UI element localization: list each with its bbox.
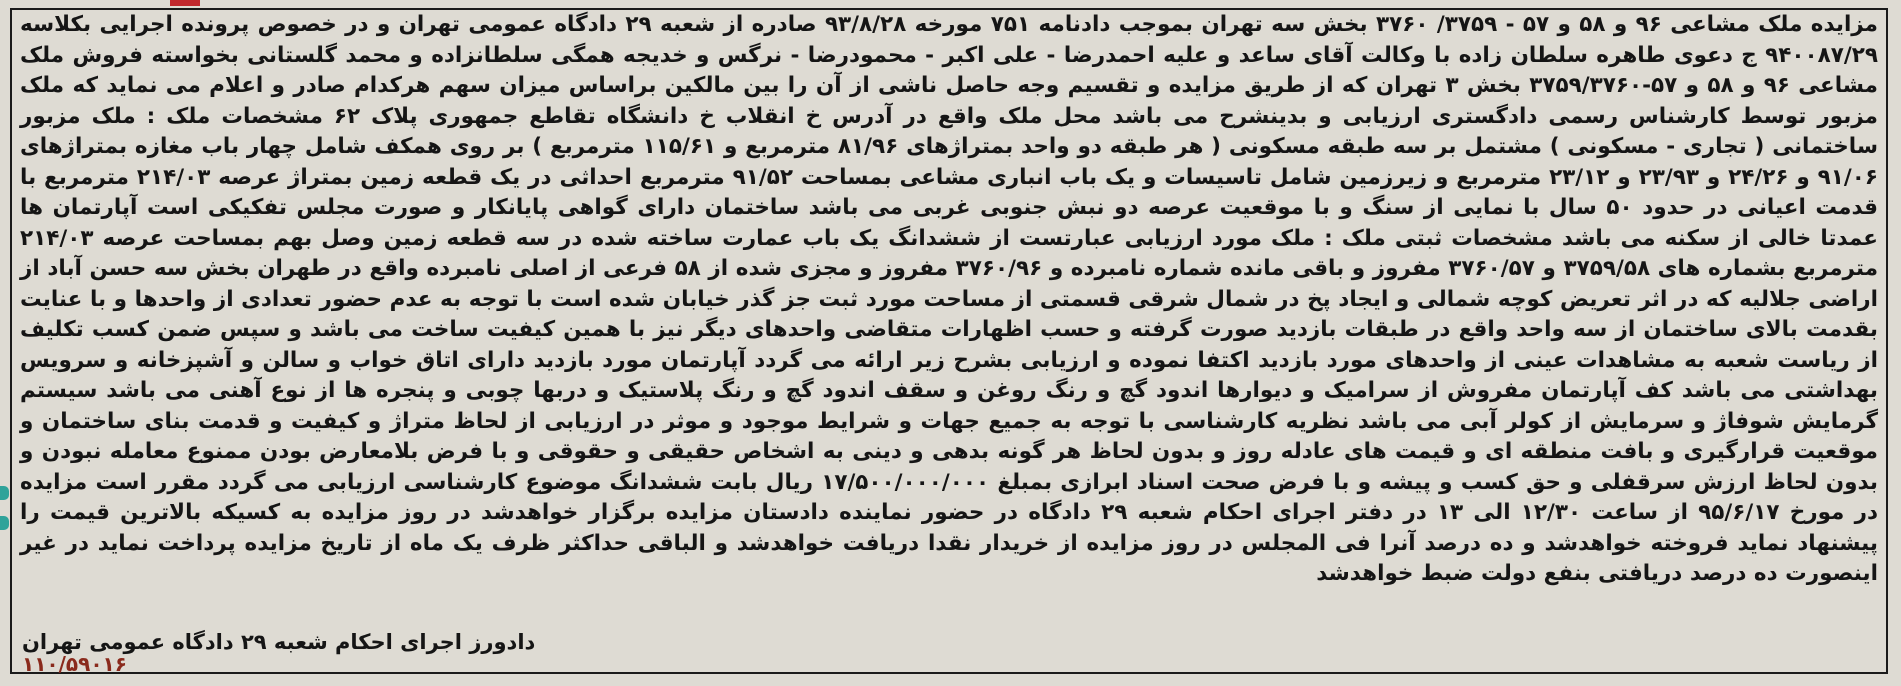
notice-reference-number: ۱۱۰/۵۹۰۱۶ [22,652,127,676]
side-edge-mark [0,486,9,500]
top-red-mark [170,0,200,6]
notice-signature: دادورز اجرای احکام شعبه ۲۹ دادگاه عمومی تهران [22,630,536,654]
side-edge-mark [0,516,9,530]
auction-notice-body: مزایده ملک مشاعی ۹۶ و ۵۸ و ۵۷ - ۳۷۵۹/ ۳۷۶۰ بخش سه تهران بموجب دادنامه ۷۵۱ مورخه ۹۳/۸/۲۸ صادره از شعبه ۲۹ دادگاه عمومی تهران و در خصوص پرونده اجرایی بکلاسه ۹۴۰۰۸۷/۲۹ ج دعوی طاهره سلطان زاده با وکالت آقای ساعد و علیه احمدرضا - علی اکبر - محمودرضا - نرگس و خدیجه همگی سلطانزاده و محمد گلستانی بخواسته فروش ملک مشاعی ۹۶ و ۵۸ و ۵۷-۳۷۵۹/۳۷۶۰ بخش ۳ تهران که از طریق مزایده و تقسیم وجه حاصل ناشی از آن را بین مالکین براساس میزان سهم هرکدام صادر و اعلام می نماید که ملک مزبور توسط کارشناس رسمی دادگستری ارزیابی و بدینشرح می باشد محل ملک واقع در آدرس خ انقلاب خ دانشگاه تقاطع جمهوری پلاک ۶۲ مشخصات ملک : ملک مزبور ساختمانی ( تجاری - مسکونی ) مشتمل بر سه طبقه مسکونی ( هر طبقه دو واحد بمتراژهای ۸۱/۹۶ مترمربع و ۱۱۵/۶۱ مترمربع ) بر روی همکف شامل چهار باب مغازه بمتراژهای ۹۱/۰۶ و ۲۴/۲۶ و ۲۳/۹۳ و ۲۳/۱۲ مترمربع و زیرزمین شامل تاسیسات و یک باب انباری مشاعی بمساحت ۹۱/۵۲ مترمربع احداثی در یک قطعه زمین بمتراژ عرصه ۲۱۴/۰۳ مترمربع با قدمت اعیانی در حدود ۵۰ سال با نمایی از سنگ و با موقعیت عرصه دو نبش جنوبی غربی می باشد ساختمان دارای گواهی پایانکار و صورت مجلس تفکیکی است آپارتمان ها عمدتا خالی از سکنه می باشد مشخصات ثبتی ملک : ملک مورد ارزیابی عبارتست از ششدانگ یک باب عمارت ساخته شده در سه قطعه زمین وصل بهم بمساحت عرصه ۲۱۴/۰۳ مترمربع بشماره های ۳۷۵۹/۵۸ و ۳۷۶۰/۵۷ مفروز و باقی مانده شماره نامبرده و ۳۷۶۰/۹۶ مفروز و مجزی شده از ۵۸ فرعی از اصلی نامبرده واقع در طهران بخش سه حسن آباد از اراضی جلالیه که در اثر تعریض کوچه شمالی و ایجاد پخ در شمال شرقی قسمتی از مساحت مورد ثبت جز گذر خیابان شده است با توجه به عدم حضور تعدادی از واحدها و با عنایت بقدمت بالای ساختمان از سه واحد واقع در طبقات بازدید صورت گرفته و حسب اظهارات متقاضی واحدهای دیگر نیز با همین کیفیت ساخت می باشد و سپس ضمن کسب تکلیف از ریاست شعبه به مشاهدات عینی از واحدهای مورد بازدید اکتفا نموده و ارزیابی بشرح زیر ارائه می گردد آپارتمان مورد بازدید دارای اتاق خواب و سالن و آشپزخانه و سرویس بهداشتی می باشد کف آپارتمان مفروش از سرامیک و دیوارها اندود گچ و رنگ روغن و سقف اندود گچ و رنگ پلاستیک و دربها چوبی و پنجره ها از نوع آهنی می باشد سیستم گرمایش شوفاژ و سرمایش از کولر آبی می باشد نظریه کارشناسی با توجه به جمیع جهات و شرایط موجود و موثر در ارزیابی از لحاظ متراژ و کیفیت و قدمت بنای ساختمان و موقعیت قرارگیری و بافت منطقه ای و قیمت های عادله روز و بدون لحاظ هر گونه بدهی و دینی به اشخاص حقیقی و حقوقی و با فرض بلامعارض بودن ممنوع معامله نبودن و بدون لحاظ ارزش سرقفلی و حق کسب و پیشه و با فرض صحت اسناد ابرازی بمبلغ ۱۷/۵۰۰/۰۰۰/۰۰۰ ریال بابت ششدانگ موضوع کارشناسی ارزیابی می گردد مقرر است مزایده در مورخ ۹۵/۶/۱۷ از ساعت ۱۲/۳۰ الی ۱۳ در دفتر اجرای احکام شعبه ۲۹ دادگاه در حضور نماینده دادستان مزایده برگزار خواهدشد در روز مزایده به کسیکه بالاترین قیمت را پیشنهاد نماید فروخته خواهدشد و ده درصد آنرا فی المجلس در روز مزایده از خریدار نقدا دریافت خواهدشد و الباقی حداکثر ظرف یک ماه از تاریخ مزایده پرداخت نماید در غیر اینصورت ده درصد دریافتی بنفع دولت ضبط خواهدشد [20,12,1879,586]
